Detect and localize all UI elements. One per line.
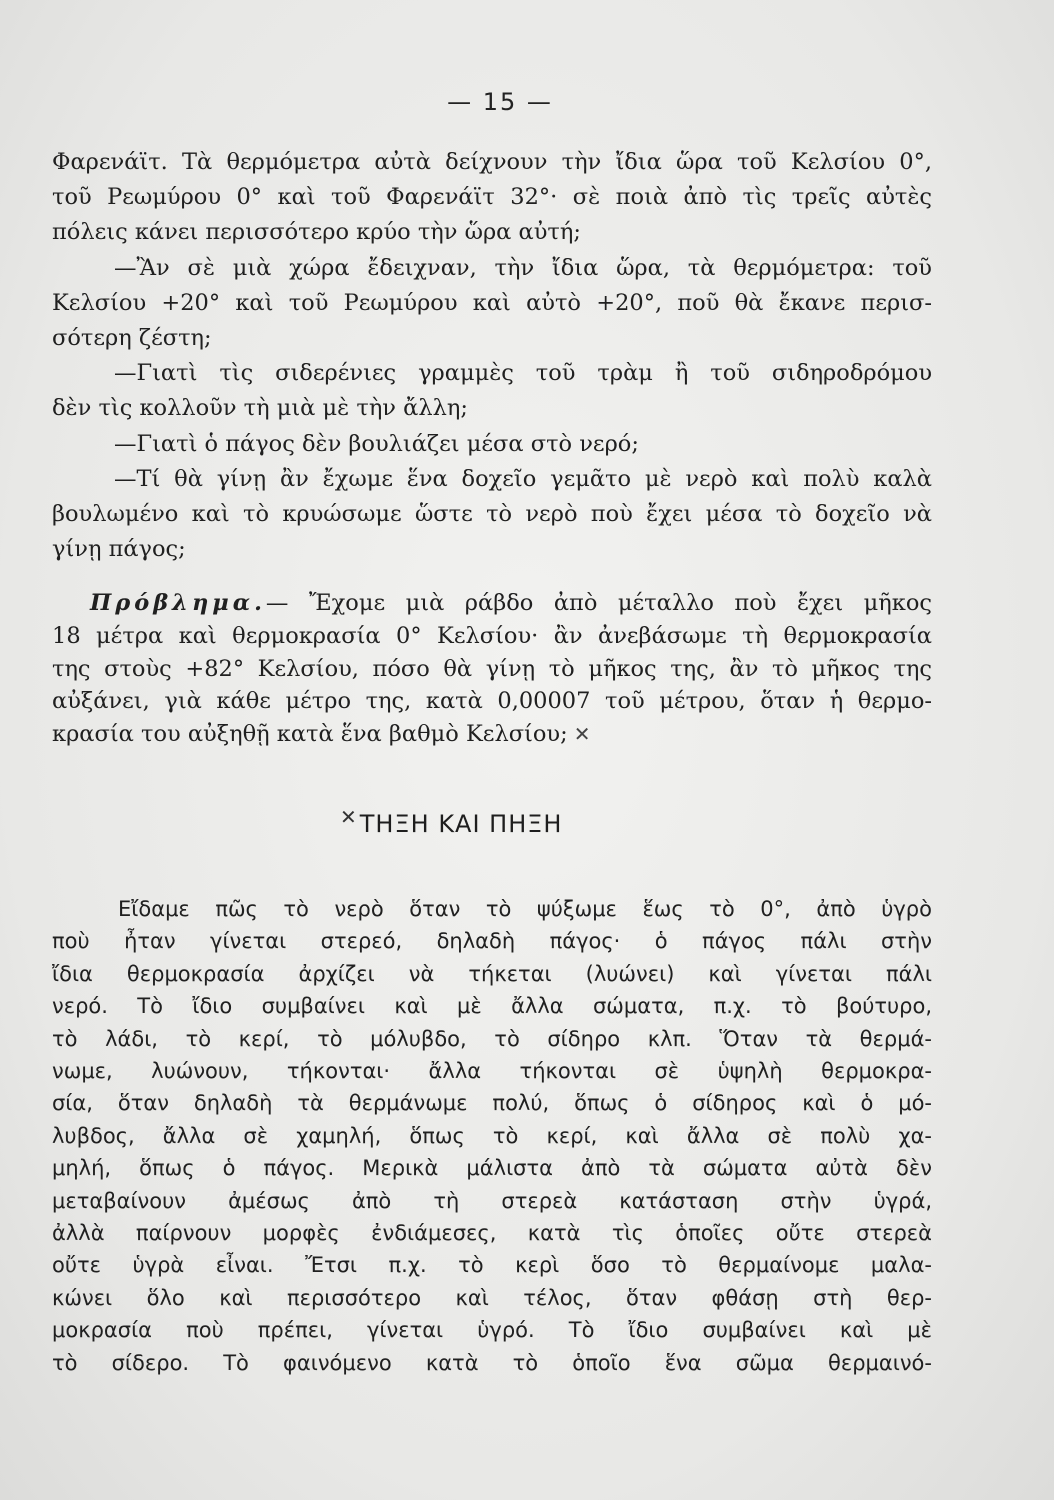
text-line: Εἴδαμε πῶς τὸ νερὸ ὅταν τὸ ψύξωμε ἕως τὸ 0°, ἀπὸ ὑγρὸ	[118, 897, 932, 921]
text-line: μεταβαίνουν ἀμέσως ἀπὸ τὴ στερεὰ κατάσταση στὴν ὑγρά,	[52, 1188, 932, 1213]
text-line: σία, ὅταν δηλαδὴ τὰ θερμάνωμε πολύ, ὅπως ὁ σίδηρος καὶ ὁ μό-	[52, 1091, 932, 1116]
text-line: ἀλλὰ παίρνουν μορφὲς ἐνδιάμεσες, κατὰ τὶς ὁποῖες οὔτε στερεὰ	[52, 1221, 932, 1246]
section-title-text: ΤΗΞΗ ΚΑΙ ΠΗΞΗ	[359, 810, 563, 838]
questions-paragraph	[52, 145, 932, 567]
text-line: ἴδια θερμοκρασία ἀρχίζει νὰ τήκεται (λυώνει) καὶ γίνεται πάλι	[52, 961, 932, 986]
text-line: —Γιατὶ τὶς σιδερένιες γραμμὲς τοῦ τρὰμ ἢ τοῦ σιδηροδρόμου	[114, 360, 932, 387]
text-line: —Ἂν σὲ μιὰ χώρα ἔδειχναν, τὴν ἴδια ὥρα, τὰ θερμόμετρα: τοῦ	[114, 254, 932, 281]
text-line: κρασία του αὐξηθῇ κατὰ ἕνα βαθμὸ Κελσίου;	[52, 721, 568, 748]
text-line: τὸ λάδι, τὸ κερί, τὸ μόλυβδο, τὸ σίδηρο κλπ. Ὅταν τὰ θερμά-	[52, 1026, 932, 1051]
handwritten-x-mark: ✕	[340, 805, 358, 829]
text-line: ποὺ ἦταν γίνεται στερεό, δηλαδὴ πάγος· ὁ πάγος πάλι στὴν	[52, 929, 932, 954]
text-line: τὸ σίδερο. Τὸ φαινόμενο κατὰ τὸ ὁποῖο ἕνα σῶμα θερμαινό-	[52, 1350, 932, 1375]
text-line: 18 μέτρα καὶ θερμοκρασία 0° Κελσίου· ἂν ἀνεβάσωμε τὴ θερμοκρασία	[52, 622, 932, 649]
problem-heading: Πρόβλημα.	[90, 590, 266, 616]
problem-first-line-text: — Ἔχομε μιὰ ράβδο ἀπὸ μέταλλο ποὺ ἔχει μῆκος	[265, 590, 932, 616]
text-line: μηλή, ὅπως ὁ πάγος. Μερικὰ μάλιστα ἀπὸ τὰ σώματα αὐτὰ δὲν	[52, 1156, 932, 1181]
text-line: δὲν τὶς κολλοῦν τὴ μιὰ μὲ τὴν ἄλλη;	[52, 395, 468, 422]
text-line: μοκρασία ποὺ πρέπει, γίνεται ὑγρό. Τὸ ἴδιο συμβαίνει καὶ μὲ	[52, 1318, 932, 1343]
text-line: γίνῃ πάγος;	[52, 536, 186, 563]
text-line: πόλεις κάνει περισσότερο κρύο τὴν ὥρα αὐτή;	[52, 219, 581, 246]
text-line: της στοὺς +82° Κελσίου, πόσο θὰ γίνῃ τὸ μῆκος της, ἂν τὸ μῆκος της	[52, 655, 932, 682]
text-line: λυβδος, ἄλλα σὲ χαμηλή, ὅπως τὸ κερί, καὶ ἄλλα σὲ πολὺ χα-	[52, 1123, 932, 1148]
page-number: — 15 —	[447, 88, 553, 116]
text-line: —Γιατὶ ὁ πάγος δὲν βουλιάζει μέσα στὸ νερό;	[114, 430, 639, 457]
text-line: νερό. Τὸ ἴδιο συμβαίνει καὶ μὲ ἄλλα σώματα, π.χ. τὸ βούτυρο,	[52, 994, 932, 1019]
text-line: τοῦ Ρεωμύρου 0° καὶ τοῦ Φαρενάϊτ 32°· σὲ ποιὰ ἀπὸ τὶς τρεῖς αὐτὲς	[52, 184, 932, 211]
text-line: Κελσίου +20° καὶ τοῦ Ρεωμύρου καὶ αὐτὸ +20°, ποῦ θὰ ἔκανε περισ-	[52, 289, 932, 316]
problem-last-line	[52, 718, 932, 751]
text-line: οὔτε ὑγρὰ εἶναι. Ἔτσι π.χ. τὸ κερὶ ὅσο τὸ θερμαίνομε μαλα-	[52, 1253, 932, 1278]
handwritten-x-mark: ✕	[573, 722, 591, 747]
text-line: κώνει ὅλο καὶ περισσότερο καὶ τέλος, ὅταν φθάσῃ στὴ θερ-	[52, 1285, 932, 1310]
text-line: —Τί θὰ γίνῃ ἂν ἔχωμε ἕνα δοχεῖο γεμᾶτο μὲ νερὸ καὶ πολὺ καλὰ	[114, 465, 932, 492]
melting-freezing-paragraph	[52, 893, 932, 1379]
text-line: αὐξάνει, γιὰ κάθε μέτρο της, κατὰ 0,00007 τοῦ μέτρου, ὅταν ἡ θερμο-	[52, 688, 932, 715]
text-line: Φαρενάϊτ. Τὰ θερμόμετρα αὐτὰ δείχνουν τὴν ἴδια ὥρα τοῦ Κελσίου 0°,	[52, 149, 932, 175]
section-heading	[340, 805, 563, 838]
text-line: νωμε, λυώνουν, τήκονται· ἄλλα τήκονται σὲ ὑψηλὴ θερμοκρα-	[52, 1059, 932, 1084]
text-line: βουλωμένο καὶ τὸ κρυώσωμε ὥστε τὸ νερὸ ποὺ ἔχει μέσα τὸ δοχεῖο νὰ	[52, 501, 932, 528]
text-line: σότερη ζέστη;	[52, 325, 212, 352]
problem-paragraph	[52, 587, 932, 751]
problem-first-line	[52, 587, 932, 620]
